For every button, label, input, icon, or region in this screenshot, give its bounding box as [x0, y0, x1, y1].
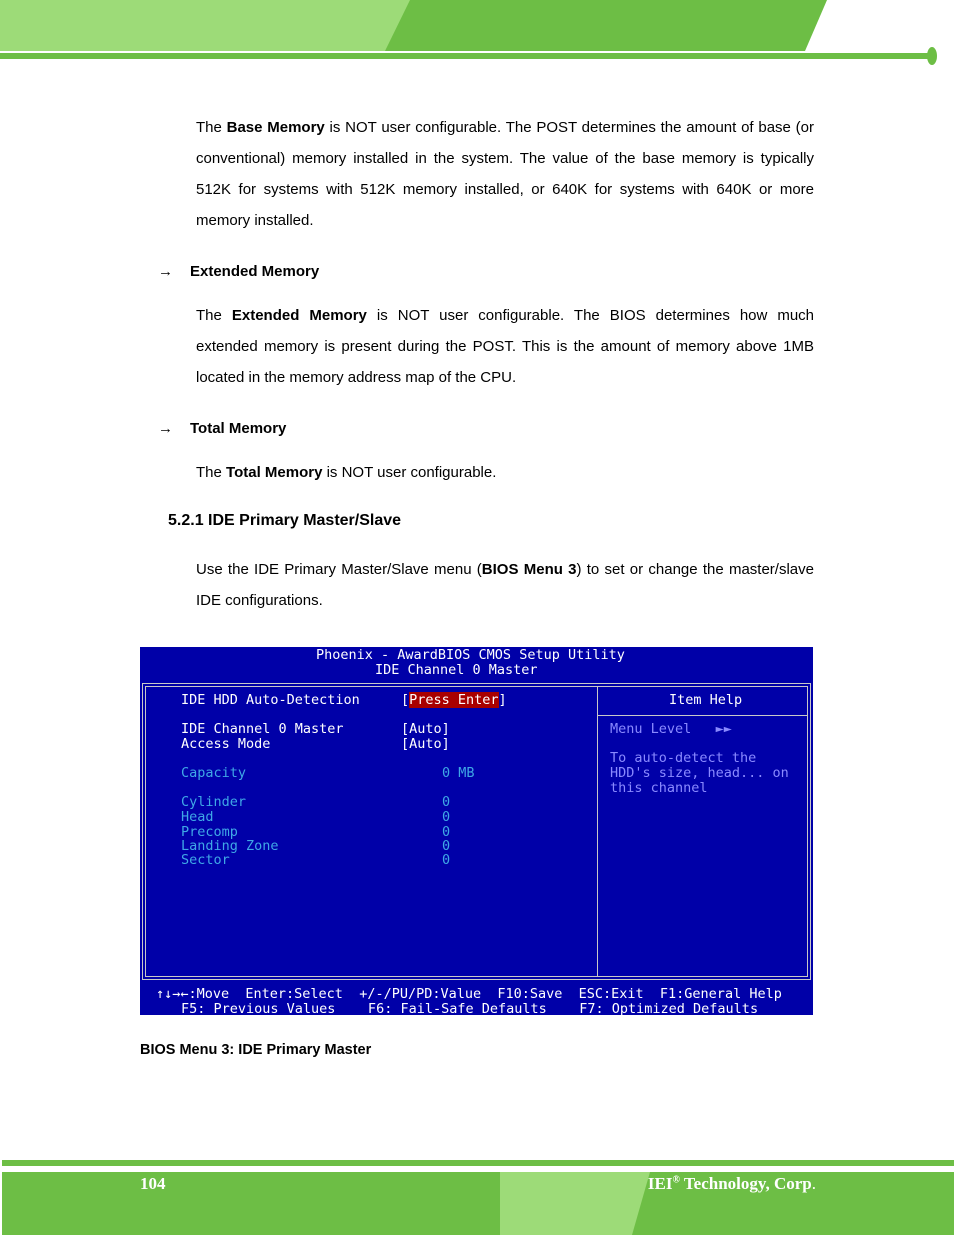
footer-rule [2, 1160, 954, 1166]
landing-zone-value: 0 [442, 838, 451, 854]
header-band-dark [385, 0, 827, 51]
total-memory-paragraph [196, 457, 814, 488]
access-mode-value[interactable]: [Auto] [401, 736, 450, 752]
head-value: 0 [442, 809, 451, 825]
menu-level: Menu Level ►► [610, 721, 732, 737]
text: is NOT user configurable. The POST determines the amount of base (or conventional) memory installed in the system. The value of the base memory is typically 512K for systems with 512K memory installed, or 640K for systems with 640K or more memory installed. [196, 119, 814, 229]
arrow-right-icon: → [158, 420, 173, 437]
precomp-label: Precomp [181, 824, 238, 840]
page-number: 104 [140, 1174, 166, 1193]
text: is NOT user configurable. [322, 464, 497, 481]
help-text-line: HDD's size, head... on [610, 765, 789, 781]
period: . [811, 1174, 816, 1193]
landing-zone-label: Landing Zone [181, 838, 279, 854]
auto-detection-label[interactable]: IDE HDD Auto-Detection [181, 692, 360, 708]
term: BIOS Menu 3 [481, 561, 577, 578]
figure-caption: BIOS Menu 3: IDE Primary Master [140, 1042, 372, 1058]
bios-divider [597, 686, 598, 976]
auto-detection-value[interactable] [401, 693, 507, 708]
bracket: ] [498, 692, 507, 708]
channel-master-label[interactable]: IDE Channel 0 Master [181, 721, 344, 737]
header-band-light [0, 0, 410, 51]
header-rule [0, 53, 934, 59]
capacity-label: Capacity [181, 765, 247, 781]
channel-master-value[interactable]: [Auto] [401, 721, 450, 737]
bios-title: Phoenix - AwardBIOS CMOS Setup Utility [316, 647, 625, 663]
sector-label: Sector [181, 852, 230, 868]
header-rule-end [927, 47, 937, 65]
total-memory-heading [158, 420, 286, 437]
bios-subtitle: IDE Channel 0 Master [375, 662, 538, 678]
bios-key-help-line-2: F5: Previous Values F6: Fail-Safe Defaults F7: Optimized Defaults [181, 1001, 759, 1017]
bracket: [ [401, 692, 410, 708]
access-mode-label[interactable]: Access Mode [181, 736, 271, 752]
precomp-value: 0 [442, 824, 451, 840]
text: ) to set or change the master/slave IDE configurations. [196, 561, 814, 609]
bios-help-divider [598, 715, 807, 716]
section-title: 5.2.1 IDE Primary Master/Slave [168, 512, 402, 529]
text: The [196, 464, 227, 481]
term: Total Memory [226, 464, 323, 481]
text: is NOT user configurable. The BIOS determines how much extended memory is present during the POST. This is the amount of memory above 1MB located in the memory address map of the CPU. [196, 307, 815, 386]
company-name [648, 1174, 816, 1194]
help-text-line: this channel [610, 780, 708, 796]
text: The [196, 307, 232, 324]
bios-screen [140, 647, 813, 1015]
footer-band-light [500, 1172, 650, 1235]
item-help-title: Item Help [669, 692, 743, 708]
corp-text: Technology, Corp [679, 1174, 812, 1193]
capacity-value: 0 MB [442, 765, 475, 781]
press-enter-highlight[interactable]: Press Enter [409, 692, 499, 708]
arrow-right-icon: → [158, 263, 173, 280]
term: Base Memory [226, 119, 325, 136]
text: Use the IDE Primary Master/Slave menu ( [196, 561, 482, 578]
heading-label: Extended Memory [190, 263, 320, 280]
heading-label: Total Memory [190, 420, 287, 437]
brand: IEI [647, 1174, 673, 1193]
bios-key-help-line-1: ↑↓→←:Move Enter:Select +/-/PU/PD:Value F10:Save ESC:Exit F1:General Help [156, 986, 782, 1002]
ide-intro-paragraph [196, 554, 814, 616]
text: The [196, 119, 227, 136]
cylinder-label: Cylinder [181, 794, 247, 810]
extended-memory-heading [158, 263, 319, 280]
term: Extended Memory [231, 307, 367, 324]
head-label: Head [181, 809, 214, 825]
sector-value: 0 [442, 852, 451, 868]
extended-memory-paragraph [196, 300, 814, 393]
base-memory-paragraph [196, 112, 814, 236]
registered-mark: ® [672, 1174, 680, 1186]
cylinder-value: 0 [442, 794, 451, 810]
help-text-line: To auto-detect the [610, 750, 757, 766]
